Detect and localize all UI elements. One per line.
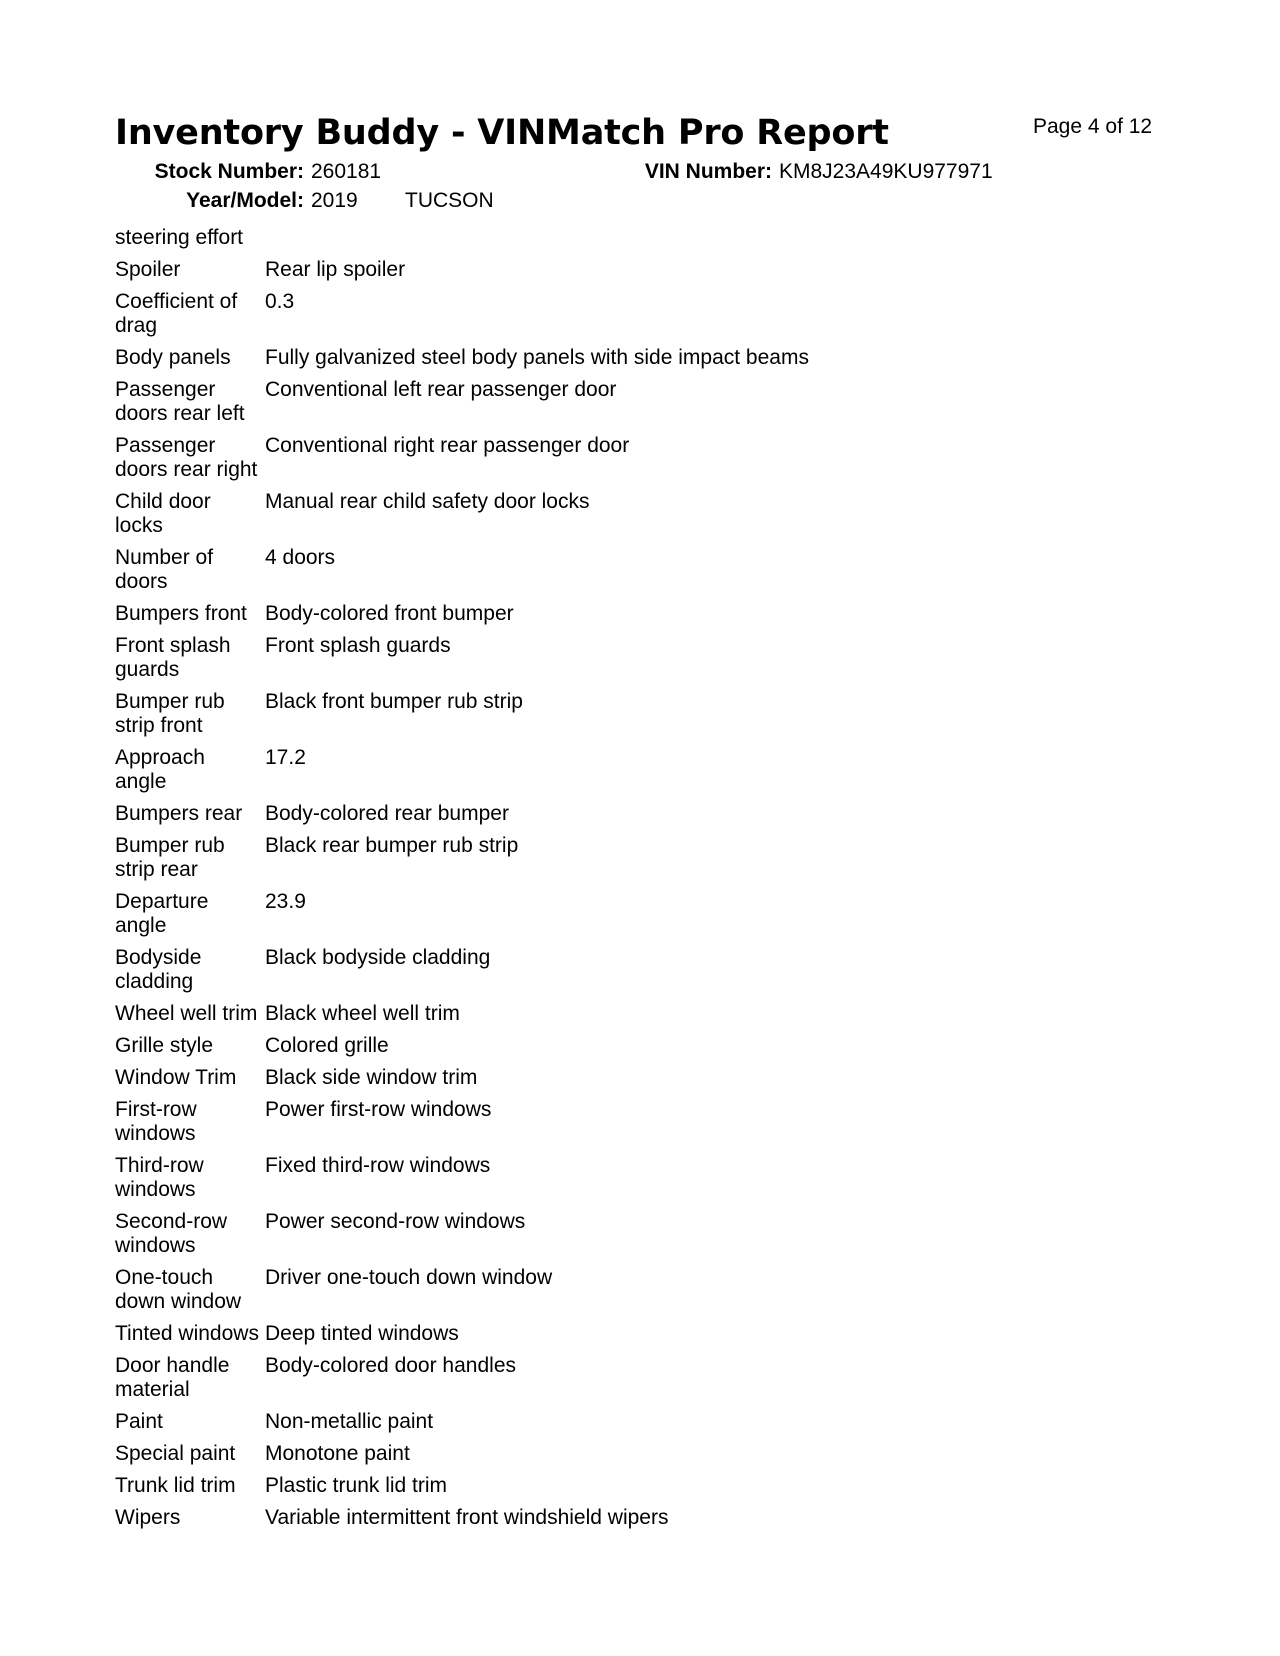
spec-value: Black front bumper rub strip <box>265 690 523 713</box>
spec-label: Approach angle <box>115 746 205 793</box>
spec-row <box>115 1410 1215 1434</box>
year-model-row <box>0 189 1280 215</box>
spec-row <box>115 226 1215 250</box>
stock-number-row <box>0 160 1280 186</box>
spec-row <box>115 346 1215 370</box>
spec-label: Body panels <box>115 346 231 369</box>
spec-row <box>115 1442 1215 1466</box>
spec-label: Grille style <box>115 1034 214 1057</box>
spec-value: Black rear bumper rub strip <box>265 834 519 857</box>
spec-value: 0.3 <box>265 290 295 313</box>
spec-row <box>115 890 1215 938</box>
spec-row <box>115 290 1215 338</box>
spec-label: Tinted windows <box>115 1322 259 1345</box>
spec-value: Non-metallic paint <box>265 1410 434 1433</box>
spec-label: Window Trim <box>115 1066 237 1089</box>
spec-row <box>115 378 1215 426</box>
spec-value: Fully galvanized steel body panels with side impact beams <box>265 346 809 369</box>
spec-label: Third-row windows <box>115 1154 204 1201</box>
spec-label: Bumpers front <box>115 602 247 625</box>
spec-value: Conventional right rear passenger door <box>265 434 630 457</box>
spec-value: 17.2 <box>265 746 306 769</box>
spec-label: Bumper rub strip front <box>115 690 225 737</box>
spec-row <box>115 258 1215 282</box>
spec-row <box>115 1066 1215 1090</box>
spec-row <box>115 1474 1215 1498</box>
spec-value: Body-colored front bumper <box>265 602 514 625</box>
spec-row <box>115 834 1215 882</box>
spec-label: Bodyside cladding <box>115 946 202 993</box>
spec-label: Bumpers rear <box>115 802 243 825</box>
spec-row <box>115 1002 1215 1026</box>
spec-value: Body-colored rear bumper <box>265 802 509 825</box>
spec-row <box>115 1034 1215 1058</box>
report-title: Inventory Buddy - VINMatch Pro Report <box>115 113 889 153</box>
spec-value: Variable intermittent front windshield wipers <box>265 1506 669 1529</box>
spec-label: Passenger doors rear left <box>115 378 245 425</box>
spec-value: Black bodyside cladding <box>265 946 491 969</box>
vin-number-label: VIN Number: <box>644 160 772 183</box>
spec-value: Deep tinted windows <box>265 1322 459 1345</box>
spec-value: Manual rear child safety door locks <box>265 490 590 513</box>
spec-value: Conventional left rear passenger door <box>265 378 617 401</box>
year-model-label: Year/Model: <box>186 189 304 212</box>
spec-value: Body-colored door handles <box>265 1354 516 1377</box>
spec-value: Fixed third-row windows <box>265 1154 491 1177</box>
spec-row <box>115 746 1215 794</box>
spec-label: Wipers <box>115 1506 181 1529</box>
spec-value: Plastic trunk lid trim <box>265 1474 448 1497</box>
spec-row <box>115 602 1215 626</box>
spec-value: Black side window trim <box>265 1066 478 1089</box>
spec-value: Colored grille <box>265 1034 389 1057</box>
spec-value: Power second-row windows <box>265 1210 526 1233</box>
spec-row <box>115 1210 1215 1258</box>
spec-value: Power first-row windows <box>265 1098 492 1121</box>
spec-value: Driver one-touch down window <box>265 1266 553 1289</box>
spec-label: Paint <box>115 1410 163 1433</box>
spec-label: Coefficient of drag <box>115 290 238 337</box>
spec-label: Wheel well trim <box>115 1002 258 1025</box>
spec-value: Monotone paint <box>265 1442 410 1465</box>
spec-label: steering effort <box>115 226 244 249</box>
spec-row <box>115 1506 1215 1530</box>
spec-label: Departure angle <box>115 890 209 937</box>
year-value: 2019 <box>311 189 358 212</box>
vin-number-value: KM8J23A49KU977971 <box>779 160 993 183</box>
spec-row <box>115 490 1215 538</box>
spec-value: Black wheel well trim <box>265 1002 460 1025</box>
spec-row <box>115 1098 1215 1146</box>
spec-label: Front splash guards <box>115 634 231 681</box>
spec-label: Bumper rub strip rear <box>115 834 225 881</box>
spec-value: Rear lip spoiler <box>265 258 406 281</box>
spec-value: 23.9 <box>265 890 306 913</box>
spec-table <box>115 226 1215 1538</box>
spec-label: Door handle material <box>115 1354 230 1401</box>
stock-number-value: 260181 <box>311 160 382 183</box>
spec-label: Number of doors <box>115 546 214 593</box>
stock-number-label: Stock Number: <box>154 160 304 183</box>
spec-label: Child door locks <box>115 490 211 537</box>
spec-label: Special paint <box>115 1442 236 1465</box>
spec-row <box>115 634 1215 682</box>
spec-value: Front splash guards <box>265 634 451 657</box>
spec-row <box>115 434 1215 482</box>
spec-row <box>115 1266 1215 1314</box>
spec-row <box>115 690 1215 738</box>
spec-row <box>115 946 1215 994</box>
spec-label: One-touch down window <box>115 1266 242 1313</box>
spec-label: Passenger doors rear right <box>115 434 258 481</box>
spec-label: First-row windows <box>115 1098 197 1145</box>
model-value: TUCSON <box>405 189 494 212</box>
spec-row <box>115 1322 1215 1346</box>
spec-value: 4 doors <box>265 546 336 569</box>
spec-label: Trunk lid trim <box>115 1474 236 1497</box>
spec-row <box>115 1354 1215 1402</box>
spec-label: Second-row windows <box>115 1210 228 1257</box>
spec-row <box>115 802 1215 826</box>
spec-row <box>115 546 1215 594</box>
spec-label: Spoiler <box>115 258 181 281</box>
spec-row <box>115 1154 1215 1202</box>
page-number: Page 4 of 12 <box>1033 115 1153 138</box>
